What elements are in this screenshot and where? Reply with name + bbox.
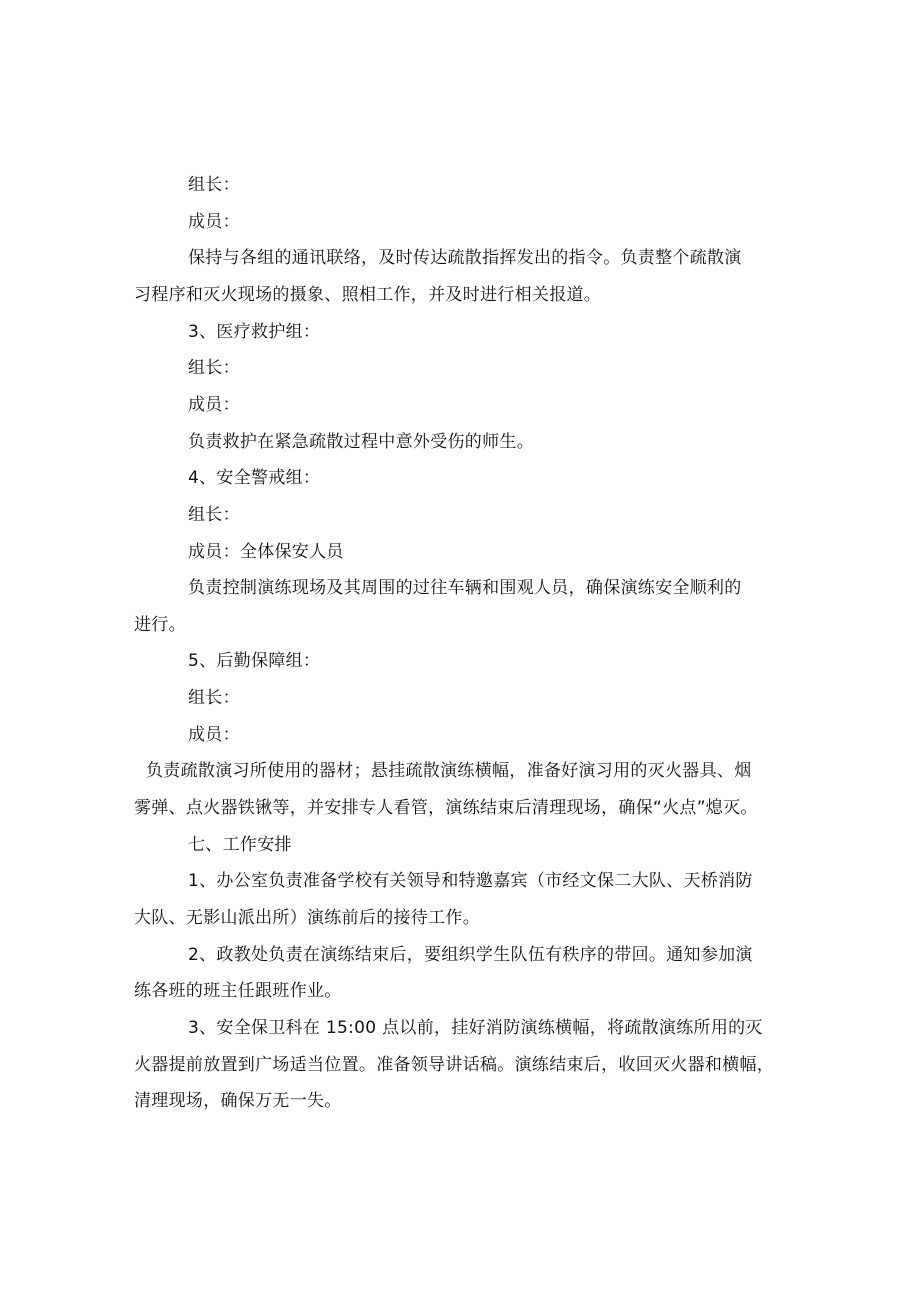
comm-duty-text-line2: 习程序和灭火现场的摄象、照相工作，并及时进行相关报道。 — [134, 285, 602, 305]
security-member-label: 成员：全体保安人员 — [188, 542, 344, 562]
office-duty-text-line1: 1、办公室负责准备学校有关领导和特邀嘉宾（市经文保二大队、天桥消防 — [188, 871, 753, 891]
medical-member-label: 成员： — [188, 395, 240, 415]
logistics-leader-label: 组长： — [188, 688, 240, 708]
political-duty-text-line2: 练各班的班主任跟班作业。 — [134, 981, 342, 1001]
medical-group-heading: 3、医疗救护组： — [188, 322, 321, 342]
security-dept-text-line2: 火器提前放置到广场适当位置。准备领导讲话稿。演练结束后，收回灭火器和横幅， — [134, 1055, 775, 1075]
office-duty-text-line2: 大队、无影山派出所）演练前后的接待工作。 — [134, 908, 480, 928]
political-duty-text-line1: 2、政教处负责在演练结束后，要组织学生队伍有秩序的带回。通知参加演 — [188, 945, 753, 965]
security-dept-text-line3: 清理现场，确保万无一失。 — [134, 1091, 342, 1111]
group-member-label: 成员： — [188, 212, 240, 232]
security-duty-text-line2: 进行。 — [134, 615, 186, 635]
logistics-duty-text-line1: 负责疏散演习所使用的器材；悬挂疏散演练横幅，准备好演习用的灭火器具、烟 — [146, 761, 752, 781]
logistics-duty-text-line2: 雾弹、点火器铁锹等，并安排专人看管，演练结束后清理现场，确保“火点”熄灭。 — [134, 798, 758, 818]
work-arrangement-heading: 七、工作安排 — [188, 835, 292, 855]
logistics-member-label: 成员： — [188, 725, 240, 745]
comm-duty-text-line1: 保持与各组的通讯联络，及时传达疏散指挥发出的指令。负责整个疏散演 — [188, 248, 742, 268]
medical-duty-text: 负责救护在紧急疏散过程中意外受伤的师生。 — [188, 432, 534, 452]
security-group-heading: 4、安全警戒组： — [188, 468, 321, 488]
security-leader-label: 组长： — [188, 505, 240, 525]
medical-leader-label: 组长： — [188, 358, 240, 378]
group-leader-label: 组长： — [188, 175, 240, 195]
logistics-group-heading: 5、后勤保障组： — [188, 651, 321, 671]
security-duty-text-line1: 负责控制演练现场及其周围的过往车辆和围观人员，确保演练安全顺利的 — [188, 578, 742, 598]
security-dept-text-line1: 3、安全保卫科在 15:00 点以前，挂好消防演练横幅，将疏散演练所用的灭 — [188, 1018, 763, 1038]
